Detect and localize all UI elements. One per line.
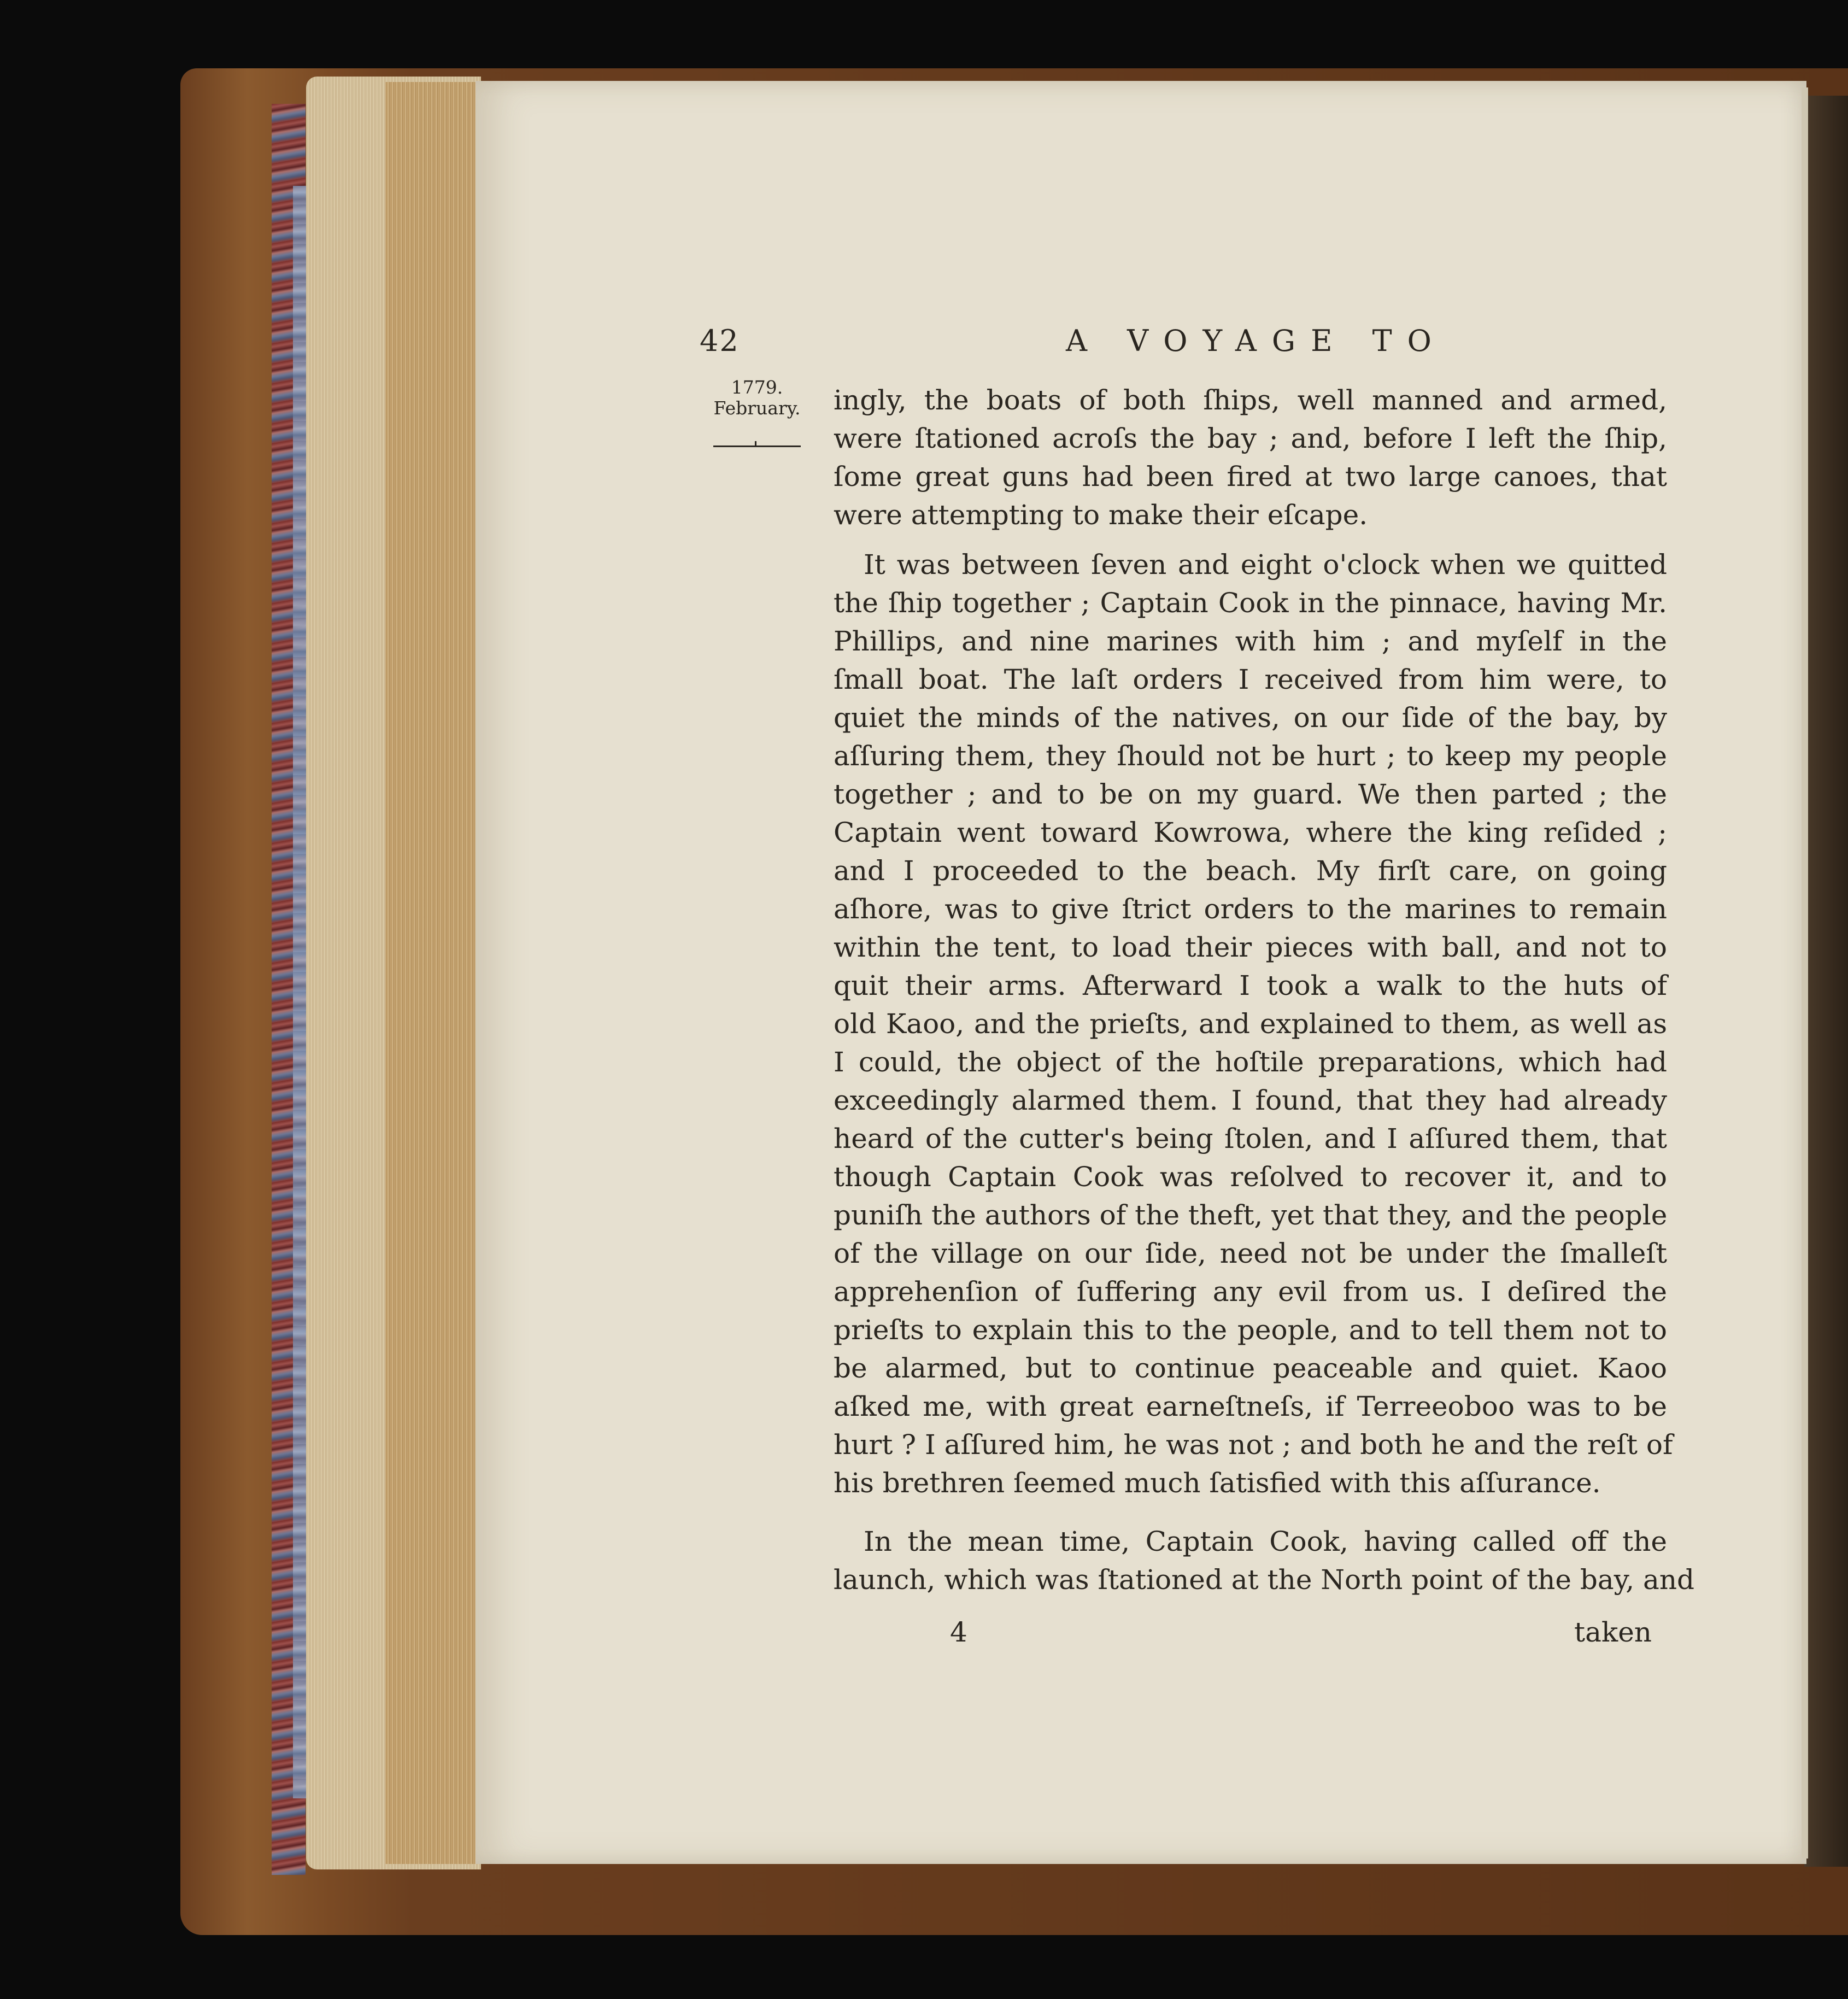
facing-page-edge [1804, 96, 1848, 1867]
text-line: aſked me, with great earneſtneſs, if Terreeoboo was to be [834, 1391, 1667, 1422]
margin-note [708, 377, 806, 419]
text-line: Captain went toward Kowrowa, where the king reſided ; [834, 817, 1667, 848]
page-number: 42 [700, 324, 740, 358]
margin-note-month: February. [713, 397, 801, 419]
text-line: aſhore, was to give ſtrict orders to the marines to remain [834, 893, 1667, 925]
text-line: the ſhip together ; Captain Cook in the pinnace, having Mr. [834, 587, 1667, 619]
text-line: aſſuring them, they ſhould not be hurt ; to keep my people [834, 740, 1667, 772]
text-line: quiet the minds of the natives, on our ſide of the bay, by [834, 702, 1667, 734]
text-line: apprehenſion of ſuffering any evil from us. I deſired the [834, 1276, 1667, 1308]
text-line: quit their arms. Afterward I took a walk to the huts of [834, 970, 1667, 1001]
text-line: It was between ſeven and eight o'clock when we quitted [864, 549, 1667, 581]
text-line: In the mean time, Captain Cook, having called off the [864, 1526, 1667, 1557]
text-line: and I proceeded to the beach. My firſt care, on going [834, 855, 1667, 887]
running-title: A VOYAGE TO [1066, 324, 1447, 358]
text-line: Phillips, and nine marines with him ; and myſelf in the [834, 625, 1667, 657]
text-line: ſmall boat. The laſt orders I received from him were, to [834, 664, 1667, 695]
text-line: be alarmed, but to continue peaceable and quiet. Kaoo [834, 1352, 1667, 1384]
page-block-gilt [385, 82, 481, 1864]
text-line: his brethren ſeemed much ſatisfied with this aſſurance. [834, 1467, 1601, 1499]
text-line: within the tent, to load their pieces with ball, and not to [834, 931, 1667, 963]
page-edge [1802, 87, 1808, 1859]
signature-mark: 4 [950, 1616, 967, 1648]
text-line: launch, which was ſtationed at the North point of the bay, and [834, 1564, 1695, 1596]
catchword: taken [1574, 1616, 1652, 1648]
text-line: were attempting to make their eſcape. [834, 499, 1368, 531]
text-line: together ; and to be on my guard. We then parted ; the [834, 778, 1667, 810]
text-line: hurt ? I aſſured him, he was not ; and both he and the reſt of [834, 1429, 1673, 1461]
text-line: I could, the object of the hoſtile preparations, which had [834, 1046, 1667, 1078]
text-line: puniſh the authors of the theft, yet that they, and the people [834, 1199, 1668, 1231]
text-line: heard of the cutter's being ſtolen, and I aſſured them, that [834, 1123, 1667, 1154]
text-line: exceedingly alarmed them. I found, that they had already [834, 1084, 1667, 1116]
text-line: of the village on our ſide, need not be under the ſmalleſt [834, 1238, 1667, 1269]
text-line: old Kaoo, and the prieſts, and explained to them, as well as [834, 1008, 1667, 1040]
text-line: were ſtationed acroſs the bay ; and, before I left the ſhip, [834, 423, 1667, 454]
margin-brace [713, 445, 801, 447]
text-line: though Captain Cook was reſolved to recover it, and to [834, 1161, 1667, 1193]
margin-note-year: 1779. [731, 377, 783, 398]
text-line: ſome great guns had been fired at two large canoes, that [834, 461, 1667, 493]
text-line: ingly, the boats of both ſhips, well manned and armed, [834, 384, 1667, 416]
text-line: prieſts to explain this to the people, and to tell them not to [834, 1314, 1667, 1346]
